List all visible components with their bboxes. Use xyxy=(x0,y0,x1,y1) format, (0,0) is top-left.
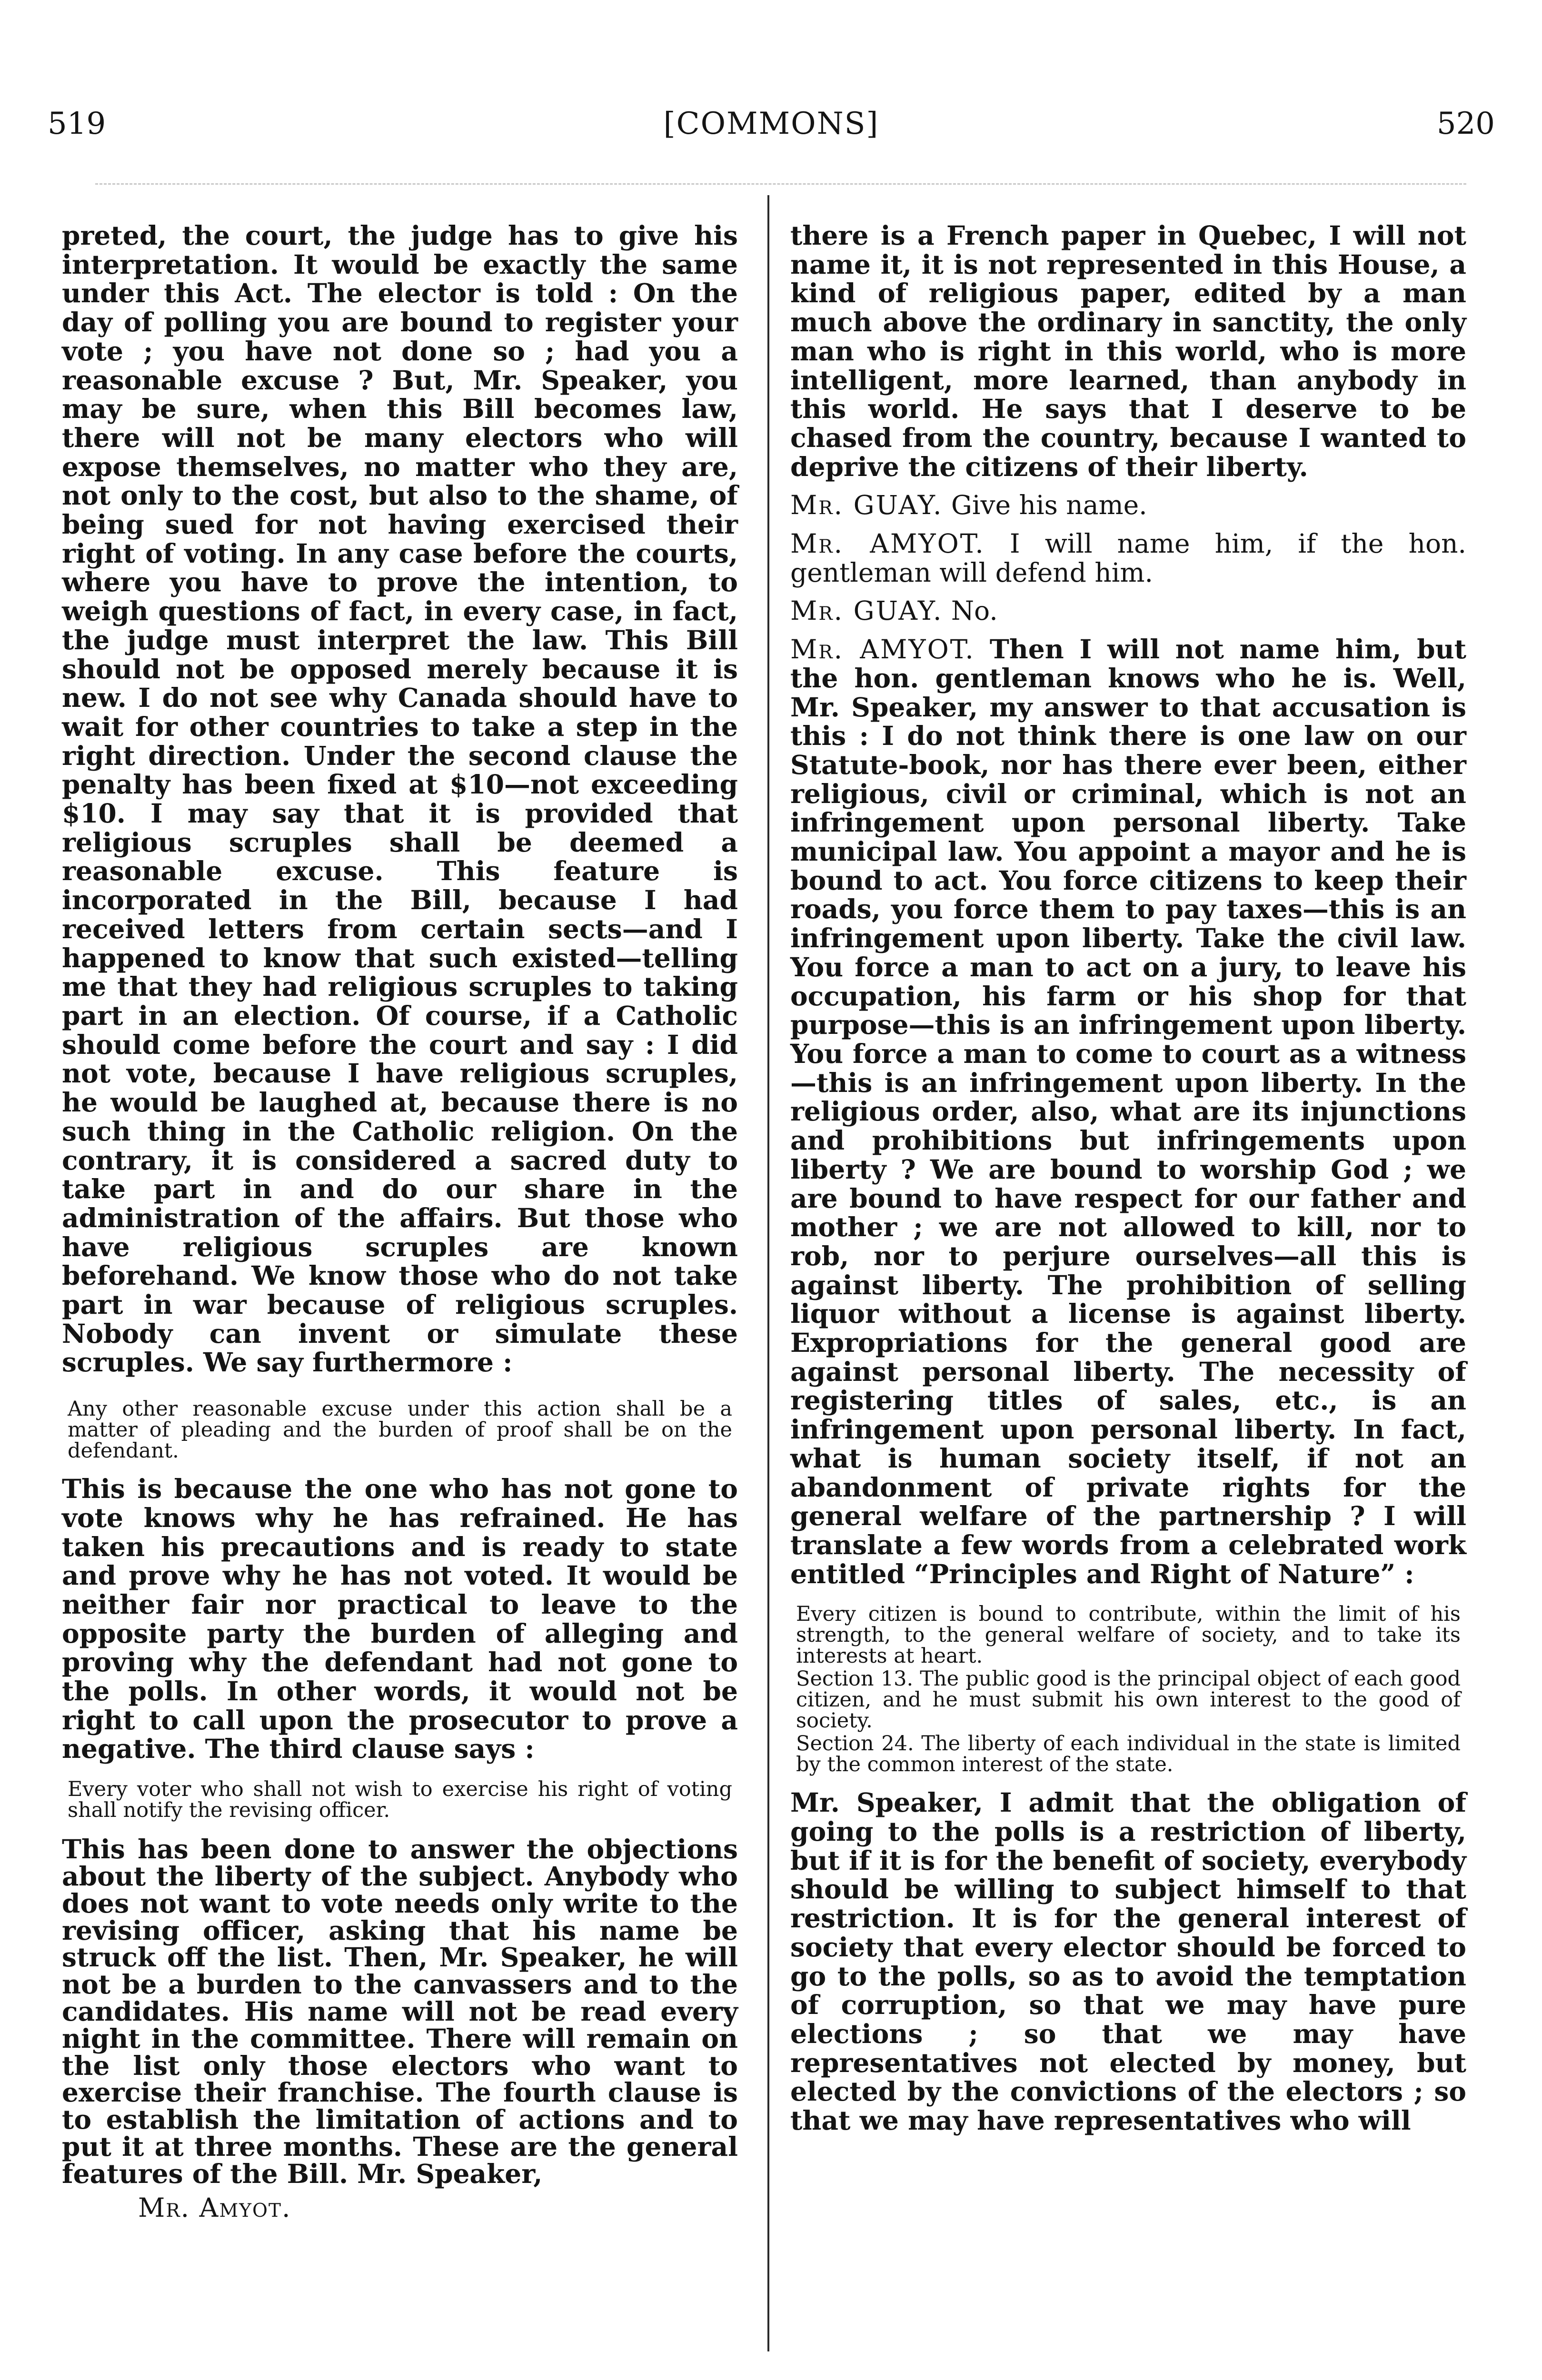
running-title: [COMMONS] xyxy=(663,106,879,141)
speech-text: Then I will not name him, but the hon. gentleman knows who he is. Well, Mr. Speaker, my answer to that accusation is this : I do not think there is one law on our Statute-book, nor has there ever been, either religious, civil or criminal, which is not an infringement upon personal liberty. Take municipal law. You appoint a mayor and he is bound to act. You force citizens to keep their roads, you force them to pay taxes—this is an infringement upon liberty. Take the civil law. You force a man to act on a jury, to leave his occupation, his farm or his shop for that purpose—this is an infringement upon liberty. You force a man to come to court as a witness—this is an infringement upon liberty. In the religious order, also, what are its injunctions and prohibitions but infringements upon liberty ? We are bound to worship God ; we are bound to have respect for our father and mother ; we are not allowed to kill, nor to rob, nor to perjure ourselves—all this is against liberty. The prohibition of selling liquor without a license is against liberty. Expropriations for the general good are against personal liberty. The necessity of registering titles of sales, etc., is an infringement upon personal liberty. In fact, what is human society itself, if not an abandonment of private rights for the general welfare of the partnership ? I will translate a few words from a celebrated work entitled “Principles and Right of Nature” : xyxy=(790,634,1467,1589)
speaker-name: Mr. AMYOT. xyxy=(790,528,985,559)
interjection-amyot-1 xyxy=(790,529,1466,587)
left-column xyxy=(62,221,738,2222)
left-paragraph-3: This has been done to answer the objections about the liberty of the subject. Anybody who does not want to vote needs only write to the revising officer, asking that his name be struck off the list. Then, Mr. Speaker, he will not be a burden to the canvassers and to the candidates. His name will not be read every night in the committee. There will remain on the list only those electors who want to exercise their franchise. The fourth clause is to establish the limitation of actions and to put it at three months. These are the general features of the Bill. Mr. Speaker, xyxy=(62,1834,738,2189)
speaker-signoff: Mr. Amyot. xyxy=(138,2192,291,2223)
speech-text: Give his name. xyxy=(951,490,1147,521)
left-paragraph-1: preted, the court, the judge has to give his interpretation. It would be exactly the same under this Act. The elector is told : On the day of polling you are bound to register your vote ; you have not done so ; had you a reasonable excuse ? But, Mr. Speaker, you may be sure, when this Bill becomes law, there will not be many electors who will expose themselves, no matter who they are, not only to the cost, but also to the shame, of being sued for not having exercised their right of voting. In any case before the courts, where you have to prove the intention, to weigh questions of fact, in every case, in fact, the judge must interpret the law. This Bill should not be opposed merely because it is new. I do not see why Canada should have to wait for other countries to take a step in the right direction. Under the second clause the penalty has been fixed at $10—not exceeding $10. I may say that it is provided that religious scruples shall be deemed a reasonable excuse. This feature is incorporated in the Bill, because I had received letters from certain sects—and I happened to know that such existed—telling me that they had religious scruples to taking part in an election. Of course, if a Catholic should come before the court and say : I did not vote, because I have religious scruples, he would be laughed at, because there is no such thing in the Catholic religion. On the contrary, it is considered a sacred duty to take part in and do our share in the administration of the affairs. But those who have religious scruples are known beforehand. We know those who do not take part in war because of religious scruples. Nobody can invent or simulate these scruples. We say furthermore : xyxy=(62,220,738,1378)
speech-text: I will name him, if the hon. gentleman will defend him. xyxy=(790,528,1467,588)
page-number-left: 519 xyxy=(48,106,106,141)
speech-amyot-2 xyxy=(790,635,1466,1588)
speech-text: No. xyxy=(951,595,998,626)
left-quote-2: Every voter who shall not wish to exercise his right of voting shall notify the revising officer. xyxy=(68,1777,732,1823)
interjection-guay-1 xyxy=(790,491,1466,520)
page-header xyxy=(48,98,1495,150)
header-rule xyxy=(95,183,1466,185)
speaker-name: Mr. GUAY. xyxy=(790,490,943,521)
speaker-name: Mr. AMYOT. xyxy=(790,634,975,665)
right-column xyxy=(790,221,1466,2135)
page-number-right: 520 xyxy=(1436,106,1495,141)
speaker-name: Mr. GUAY. xyxy=(790,595,943,626)
right-quote-2: Section 13. The public good is the principal object of each good citizen, and he must submit his own interest to the good of society. xyxy=(796,1667,1461,1733)
left-quote-1: Any other reasonable excuse under this action shall be a matter of pleading and the burden of proof shall be on the defendant. xyxy=(68,1397,732,1463)
right-quote-3: Section 24. The liberty of each individual in the state is limited by the common interest of the state. xyxy=(796,1732,1461,1777)
left-paragraph-2: This is because the one who has not gone to vote knows why he has refrained. He has taken his precautions and is ready to state and prove why he has not voted. It would be neither fair nor practical to leave to the opposite party the burden of alleging and proving why the defendant had not gone to the polls. In other words, it would not be right to call upon the prosecutor to prove a negative. The third clause says : xyxy=(62,1473,738,1765)
right-quote-1: Every citizen is bound to contribute, within the limit of his strength, to the general welfare of society, and to take its interests at heart. xyxy=(796,1602,1461,1668)
column-divider xyxy=(767,195,769,2351)
right-paragraph-1: there is a French paper in Quebec, I will not name it, it is not represented in this House, a kind of religious paper, edited by a man much above the ordinary in sanctity, the only man who is right in this world, who is more intelligent, more learned, than anybody in this world. He says that I deserve to be chased from the country, because I wanted to deprive the citizens of their liberty. xyxy=(790,220,1466,482)
interjection-guay-2 xyxy=(790,596,1466,625)
right-paragraph-2: Mr. Speaker, I admit that the obligation of going to the polls is a restriction of liberty, but if it is for the benefit of society, everybody should be willing to subject himself to that restriction. It is for the general interest of society that every elector should be forced to go to the polls, so as to avoid the temptation of corruption, so that we may have pure elections ; so that we may have representatives not elected by money, but elected by the convictions of the electors ; so that we may have representatives who will xyxy=(790,1787,1466,2136)
